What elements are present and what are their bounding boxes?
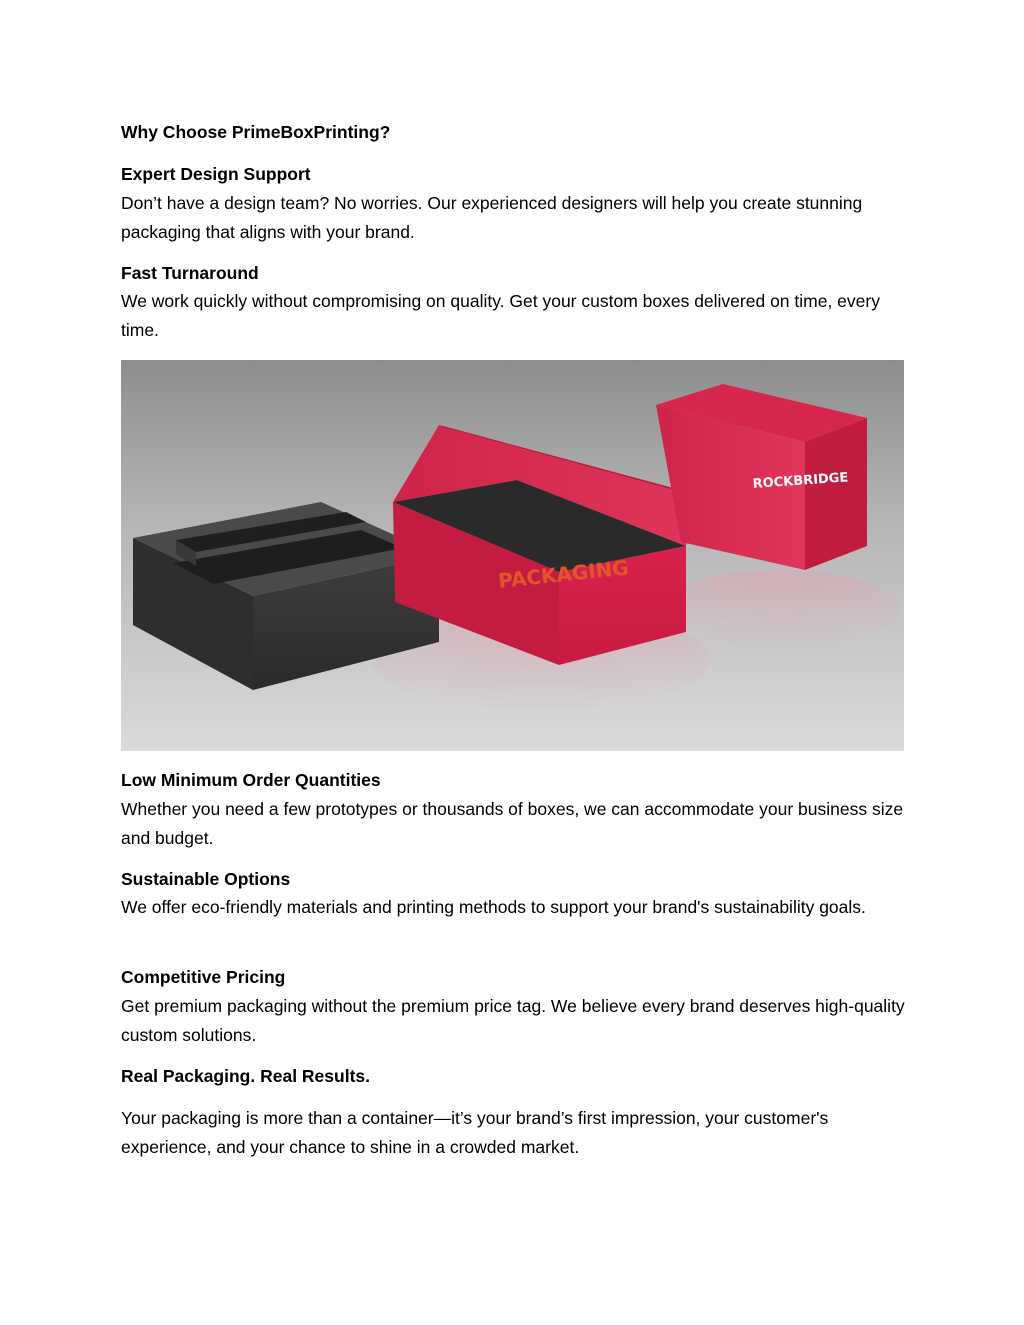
section-body-sustainable: We offer eco-friendly materials and printing methods to support your brand's sustainability goals. (121, 897, 866, 917)
section-heading-sustainable: Sustainable Options (121, 869, 291, 889)
box-front-text: PACKAGING (497, 555, 630, 593)
box-lid-text: ROCKBRIDGE (752, 470, 849, 492)
packaging-photo (121, 360, 904, 751)
page-title: Why Choose PrimeBoxPrinting? (121, 122, 391, 142)
section-heading-fast-turnaround: Fast Turnaround (121, 263, 259, 283)
red-box-closed (656, 384, 867, 570)
section-heading-pricing: Competitive Pricing (121, 967, 286, 987)
section-body-low-moq: Whether you need a few prototypes or thousands of boxes, we can accommodate your business size and budget. (121, 799, 904, 848)
section-body-pricing: Get premium packaging without the premium price tag. We believe every brand deserves high-quality custom solutions. (121, 996, 905, 1045)
closing-heading: Real Packaging. Real Results. (121, 1066, 370, 1086)
packaging-illustration (121, 360, 904, 751)
section-body-expert-design: Don’t have a design team? No worries. Our experienced designers will help you create stunning packaging that aligns with your brand. (121, 193, 863, 242)
closing-body: Your packaging is more than a container—it’s your brand’s first impression, your customer's experience, and your chance to shine in a crowded market. (121, 1108, 829, 1157)
section-heading-low-moq: Low Minimum Order Quantities (121, 770, 381, 790)
section-heading-expert-design: Expert Design Support (121, 164, 311, 184)
section-body-fast-turnaround: We work quickly without compromising on quality. Get your custom boxes delivered on time, every time. (121, 291, 880, 340)
